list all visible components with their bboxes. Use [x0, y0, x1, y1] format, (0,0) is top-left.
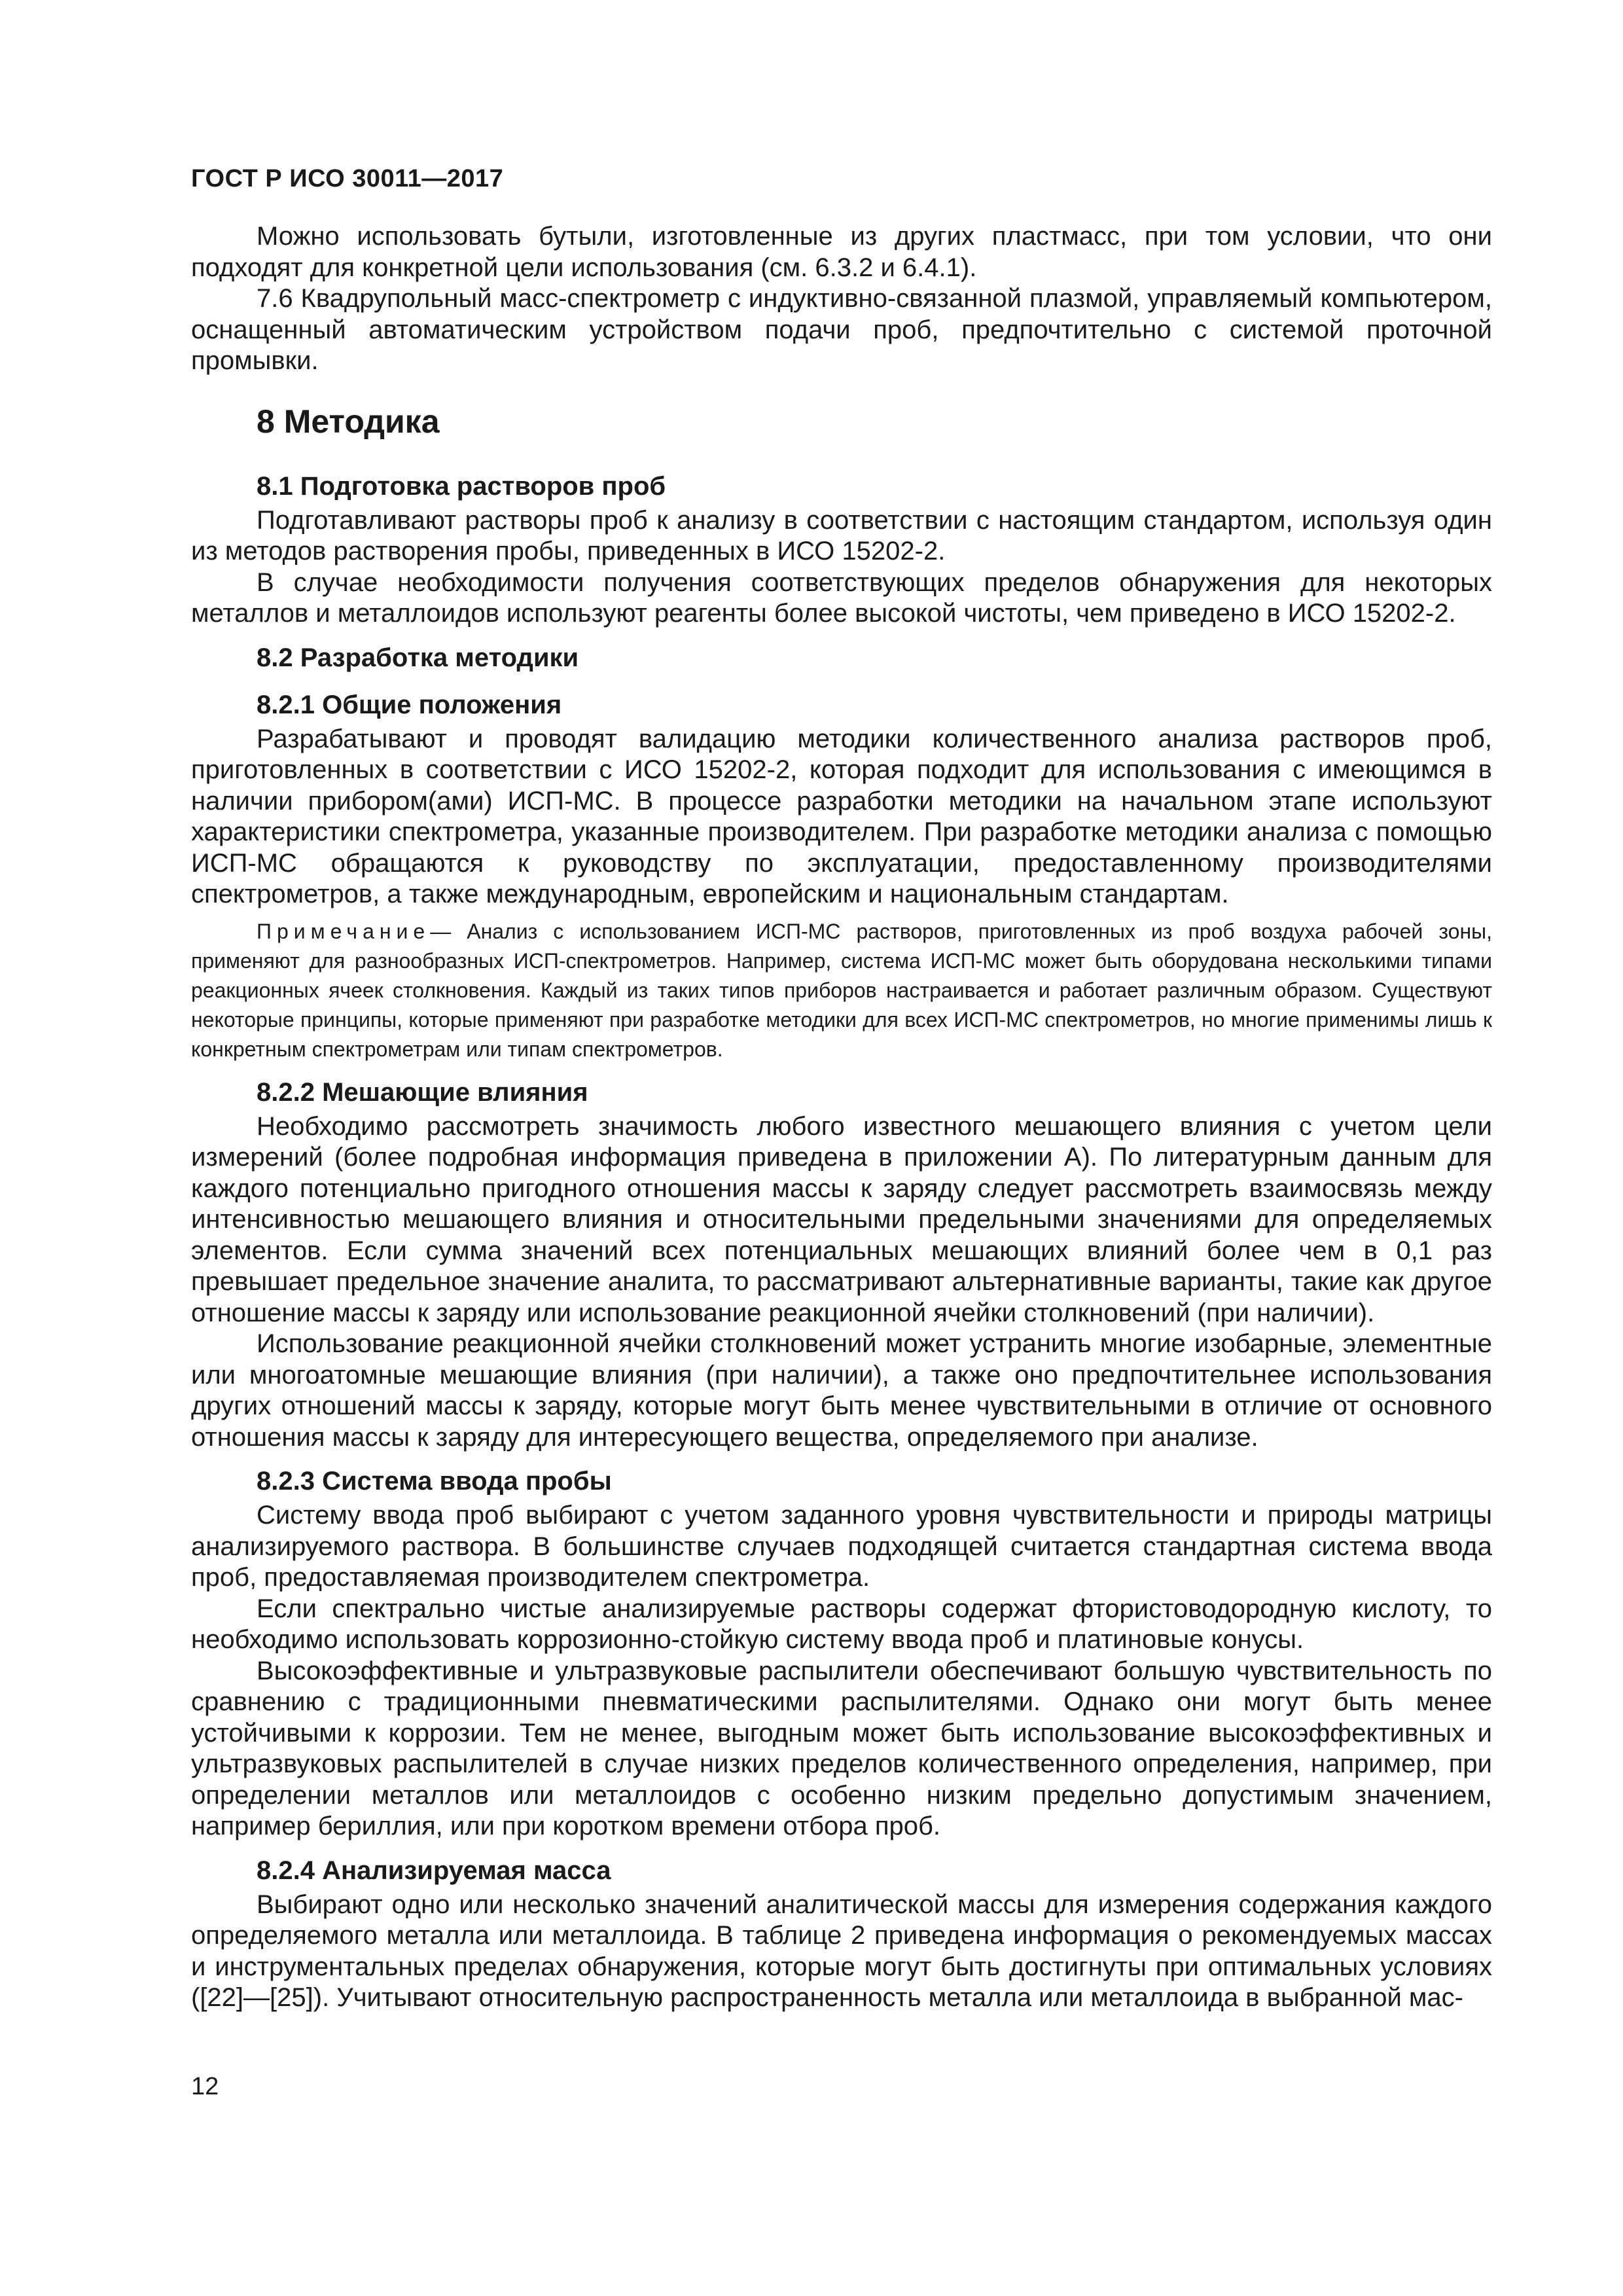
note-text: — Анализ с использованием ИСП-МС растворов, приготовленных из проб воздуха рабочей зоны, применяют для разнообразных ИСП-спектрометров. Например, система ИСП-МС может быть оборудована несколькими типами реакционных ячеек столкновения. Каждый из таких типов приборов настраивается и работает различным образом. Существуют некоторые принципы, которые применяют при разработке методики для всех ИСП-МС спектрометров, но многие применимы лишь к конкретным спектрометрам или типам спектрометров.	[191, 919, 1492, 1061]
section-8-2-4-heading: 8.2.4 Анализируемая масса	[257, 1856, 611, 1885]
paragraph: Высокоэффективные и ультразвуковые распылители обеспечивают большую чувствительность по сравнению с традиционными пневматическими распылителями. Однако они могут быть менее устойчивыми к коррозии. Тем не менее, выгодным может быть использование высокоэффективных и ультразвуковых распылителей в случае низких пределов количественного определения, например, при определении металлов или металлоидов с особенно низким предельно допустимым значением, например бериллия, или при коротком времени отбора проб.	[191, 1656, 1492, 1840]
paragraph: В случае необходимости получения соответствующих пределов обнаружения для некоторых металлов и металлоидов используют реагенты более высокой чистоты, чем приведено в ИСО 15202-2.	[191, 567, 1492, 628]
paragraph: Использование реакционной ячейки столкновений может устранить многие изобарные, элементные или многоатомные мешающие влияния (при наличии), а также оно предпочтительнее использования других отношений массы к заряду, которые могут быть менее чувствительными в отличие от основного отношения массы к заряду для интересующего вещества, определяемого при анализе.	[191, 1329, 1492, 1452]
section-8-1-heading: 8.1 Подготовка растворов проб	[257, 471, 666, 501]
paragraph-7-6: 7.6 Квадрупольный масс-спектрометр с индуктивно-связанной плазмой, управляемый компьютером, оснащенный автоматическим устройством подачи проб, предпочтительно с системой проточной промывки.	[191, 284, 1492, 375]
paragraph-bottles: Можно использовать бутыли, изготовленные из других пластмасс, при том условии, что они подходят для конкретной цели использования (см. 6.3.2 и 6.4.1).	[191, 222, 1492, 282]
paragraph: Выбирают одно или несколько значений аналитической массы для измерения содержания каждого определяемого металла или металлоида. В таблице 2 приведена информация о рекомендуемых массах и инструментальных пределах обнаружения, которые могут быть достигнуты при оптимальных условиях ([22]—[25]). Учитывают относительную распространенность металла или металлоида в выбранной мас-	[191, 1890, 1492, 2012]
section-8-2-heading: 8.2 Разработка методики	[257, 643, 579, 672]
note-label: Примечание	[257, 919, 431, 943]
section-8-heading: 8 Методика	[257, 403, 440, 440]
paragraph: Разрабатывают и проводят валидацию методики количественного анализа растворов проб, приготовленных в соответствии с ИСО 15202-2, которая подходит для использования с имеющимся в наличии прибором(ами) ИСП-МС. В процессе разработки методики на начальном этапе используют характеристики спектрометра, указанные производителем. При разработке методики анализа с помощью ИСП-МС обращаются к руководству по эксплуатации, предоставленному производителями спектрометров, а также международным, европейским и национальным стандартам.	[191, 724, 1492, 908]
section-8-2-3-heading: 8.2.3 Система ввода пробы	[257, 1467, 612, 1496]
page-number: 12	[191, 2073, 219, 2100]
paragraph: Систему ввода проб выбирают с учетом заданного уровня чувствительности и природы матрицы анализируемого раствора. В большинстве случаев подходящей считается стандартная система ввода проб, предоставляемая производителем спектрометра.	[191, 1501, 1492, 1592]
document-header: ГОСТ Р ИСО 30011—2017	[191, 165, 504, 192]
paragraph: Необходимо рассмотреть значимость любого известного мешающего влияния с учетом цели измерений (более подробная информация приведена в приложении А). По литературным данным для каждого потенциально пригодного отношения массы к заряду следует рассмотреть взаимосвязь между интенсивностью мешающего влияния и относительными предельными значениями для определяемых элементов. Если сумма значений всех потенциальных мешающих влияний более чем в 0,1 раз превышает предельное значение аналита, то рассматривают альтернативные варианты, такие как другое отношение массы к заряду или использование реакционной ячейки столкновений (при наличии).	[191, 1111, 1492, 1327]
page-content	[191, 221, 1492, 2014]
paragraph: Если спектрально чистые анализируемые растворы содержат фтористоводородную кислоту, то необходимо использовать коррозионно-стойкую систему ввода проб и платиновые конусы.	[191, 1594, 1492, 1654]
section-8-2-2-heading: 8.2.2 Мешающие влияния	[257, 1077, 588, 1107]
note	[191, 917, 1492, 1064]
paragraph: Подготавливают растворы проб к анализу в соответствии с настоящим стандартом, используя один из методов растворения пробы, приведенных в ИСО 15202-2.	[191, 505, 1492, 565]
section-8-2-1-heading: 8.2.1 Общие положения	[257, 690, 562, 719]
